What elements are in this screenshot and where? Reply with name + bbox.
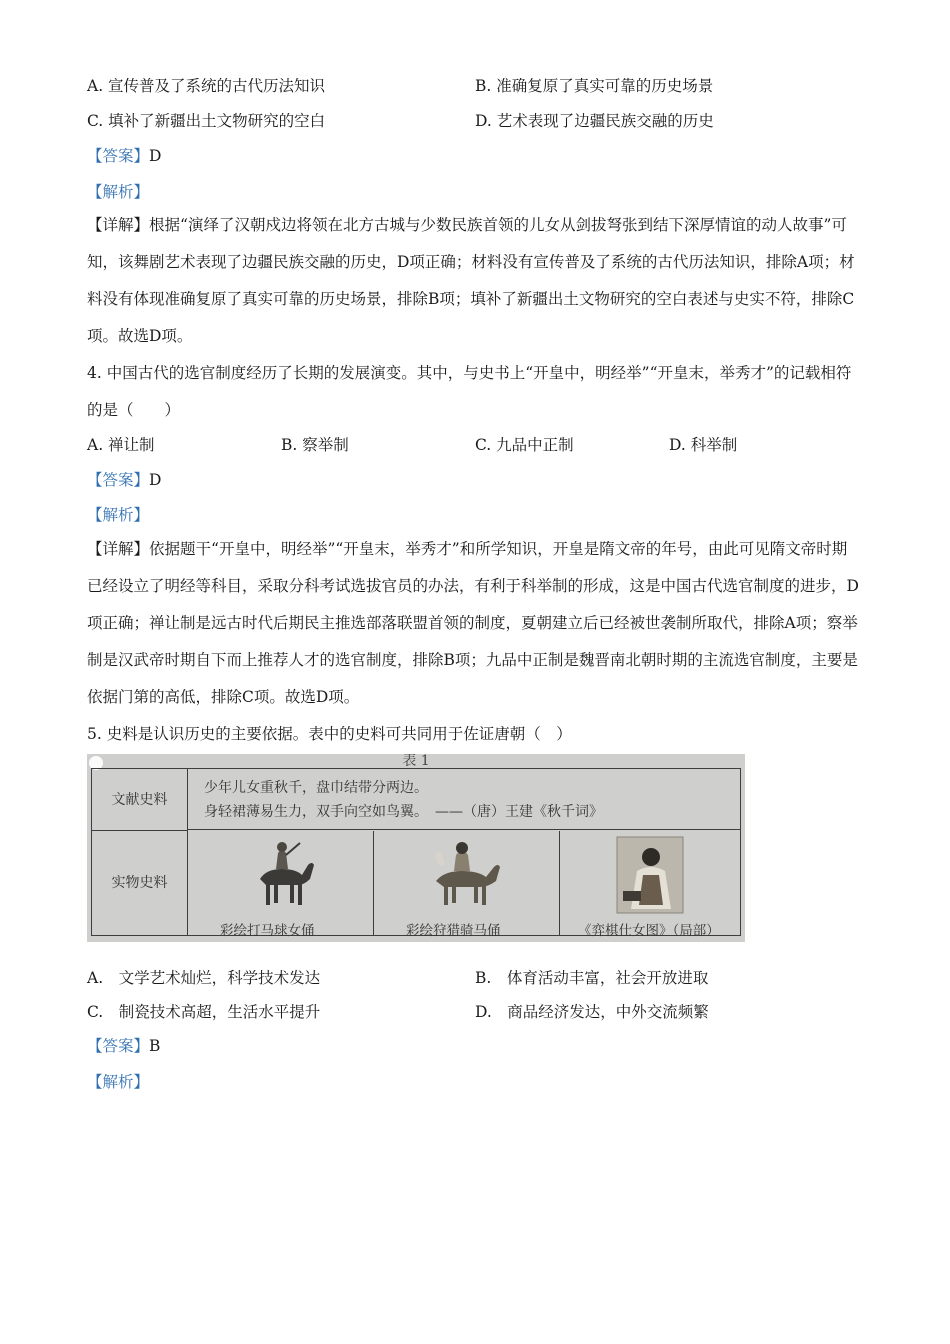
answer-tag: 【答案】 <box>87 471 150 489</box>
answer-tag: 【答案】 <box>87 147 150 165</box>
q4-option-a: A. 禅让制 <box>87 436 155 454</box>
q3-answer <box>87 146 161 166</box>
answer-tag: 【答案】 <box>87 1037 150 1055</box>
q5-answer <box>87 1036 160 1056</box>
hunting-rider-image <box>422 835 512 915</box>
table-caption: 表 1 <box>402 754 430 769</box>
column-divider <box>373 831 374 935</box>
q4-detail <box>87 531 862 716</box>
column-divider <box>559 831 560 935</box>
poem-line-2: 身轻裙薄易生力，双手向空如鸟翼。 ——（唐）王建《秋千词》 <box>204 804 603 820</box>
q5-option-b: B. 体育活动丰富，社会开放进取 <box>475 969 709 987</box>
q3-option-c: C. 填补了新疆出土文物研究的空白 <box>87 112 326 130</box>
row-divider <box>188 829 740 830</box>
detail-text: 依据题干“开皇中，明经举”“开皇末，举秀才”和所学知识，开皇是隋文帝的年号，由此可见隋文帝时期已经设立了明经等科目，采取分科考试选拔官员的办法，有利于科举制的形成，这是中国古代选官制度的进步，D项正确；禅让制是远古时代后期民主推选部落联盟首领的制度，夏朝建立后已经被世袭制所取代，排除A项；察举制是汉武帝时期自下而上推荐人才的选官制度，排除B项；九品中正制是魏晋南北朝时期的主流选官制度，主要是依据门第的高低，排除C项。故选D项。 <box>87 540 859 706</box>
q4-stem: 4. 中国古代的选官制度经历了长期的发展演变。其中，与史书上“开皇中，明经举”“开皇末，举秀才”的记载相符的是（ ） <box>87 364 852 419</box>
artifact-caption-1: 彩绘打马球女俑 <box>220 923 315 939</box>
q4-option-b: B. 察举制 <box>281 436 349 454</box>
sources-table <box>91 768 741 939</box>
row-label-artifacts: 实物史料 <box>92 831 188 935</box>
q3-analysis-tag: 【解析】 <box>87 183 150 201</box>
historical-sources-table-image <box>87 754 745 942</box>
q3-option-b: B. 准确复原了真实可靠的历史场景 <box>475 77 714 95</box>
q5-stem: 5. 史料是认识历史的主要依据。表中的史料可共同用于佐证唐朝（ ） <box>87 725 572 743</box>
poem-line-1: 少年儿女重秋千，盘巾结带分两边。 <box>204 780 428 796</box>
answer-value: D <box>149 147 162 165</box>
q4-option-c: C. 九品中正制 <box>475 436 574 454</box>
q5-option-c: C. 制瓷技术高超，生活水平提升 <box>87 1003 321 1021</box>
q3-option-a: A. 宣传普及了系统的古代历法知识 <box>87 77 326 95</box>
artifact-caption-3: 《弈棋仕女图》（局部） <box>578 923 720 939</box>
q5-option-d: D. 商品经济发达，中外交流频繁 <box>475 1003 709 1021</box>
polo-figurine-image <box>242 835 322 915</box>
detail-tag: 【详解】 <box>87 216 150 234</box>
answer-value: B <box>149 1037 161 1055</box>
q4-option-d: D. 科举制 <box>669 436 738 454</box>
detail-text: 根据“演绎了汉朝戍边将领在北方古城与少数民族首领的儿女从剑拔弩张到结下深厚情谊的动人故事”可知，该舞剧艺术表现了边疆民族交融的历史，D项正确；材料没有宣传普及了系统的古代历法知识，排除A项；材料没有体现准确复原了真实可靠的历史场景，排除B项；填补了新疆出土文物研究的空白表述与史实不符，排除C项。故选D项。 <box>87 216 855 345</box>
q4-answer <box>87 470 161 490</box>
row-label-documents: 文献史料 <box>92 769 188 831</box>
q3-detail <box>87 207 862 355</box>
chess-lady-painting-image <box>615 835 685 915</box>
artifact-caption-2: 彩绘狩猎骑马俑 <box>406 923 501 939</box>
detail-tag: 【详解】 <box>87 540 150 558</box>
q3-option-d: D. 艺术表现了边疆民族交融的历史 <box>475 112 714 130</box>
q5-analysis-tag: 【解析】 <box>87 1073 150 1091</box>
answer-value: D <box>149 471 162 489</box>
q5-option-a: A. 文学艺术灿烂，科学技术发达 <box>87 969 321 987</box>
q4-analysis-tag: 【解析】 <box>87 506 150 524</box>
